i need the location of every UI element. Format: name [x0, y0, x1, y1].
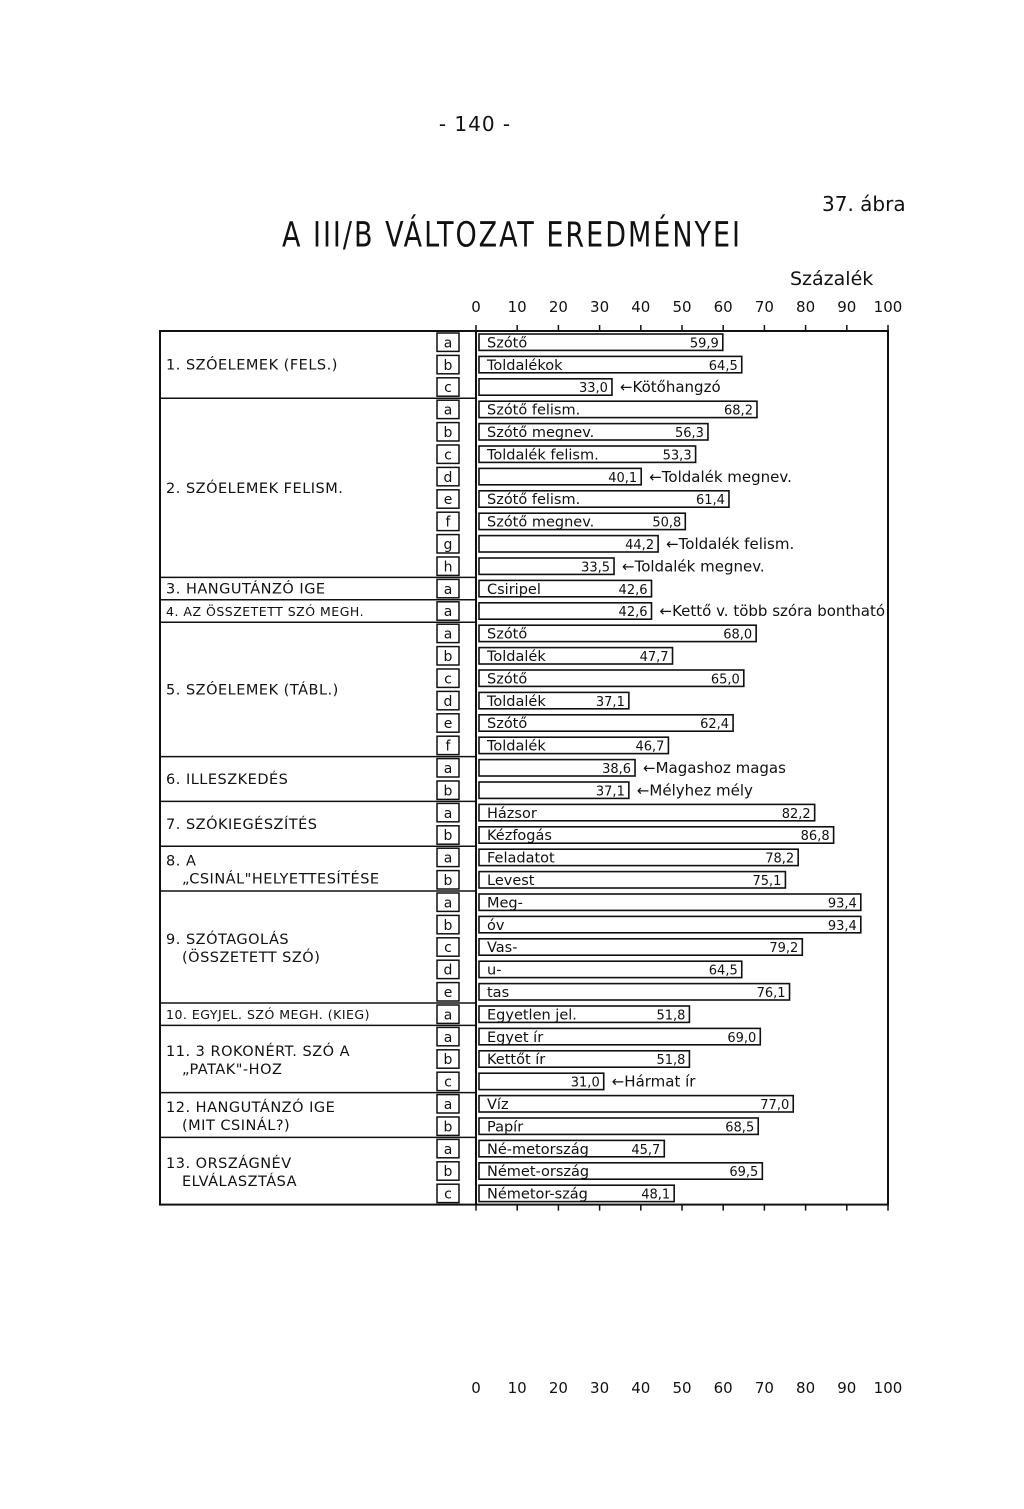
row-letter: d: [443, 469, 453, 486]
bar-value-label: 44,2: [625, 538, 655, 553]
x-tick-label-top: 70: [754, 298, 774, 316]
row-letter: c: [444, 671, 452, 688]
row-letter: e: [443, 716, 453, 733]
bar-name-label: Csiripel: [487, 581, 541, 598]
bar-value-label: 51,8: [656, 1053, 686, 1069]
bar-name-label: Toldalék felism.: [487, 447, 599, 464]
row-letter: f: [445, 514, 451, 531]
row-letter: b: [443, 1164, 453, 1181]
x-tick-label-bottom: 40: [631, 1379, 651, 1397]
bar-name-label: Németor-szág: [487, 1186, 588, 1203]
bar-name-label: Papír: [487, 1119, 524, 1136]
group-label: 2. SZÓELEMEK FELISM.: [166, 480, 344, 497]
group-label: 13. ORSZÁGNÉV: [166, 1156, 292, 1172]
row-letter: a: [443, 581, 453, 598]
group-label: 4. AZ ÖSSZETETT SZÓ MEGH.: [166, 604, 365, 619]
bar-value-label: 37,1: [595, 694, 625, 710]
x-tick-label-top: 20: [548, 298, 568, 316]
bar-name-label: óv: [487, 917, 505, 934]
row-letter: b: [443, 828, 453, 845]
x-tick-label-bottom: 100: [873, 1379, 903, 1397]
group-label: 1. SZÓELEMEK (FELS.): [166, 357, 338, 374]
x-tick-label-top: 50: [672, 298, 692, 316]
bar-name-label: tas: [487, 985, 510, 1001]
bar-value-label: 86,8: [800, 829, 830, 845]
row-letter: a: [443, 402, 453, 419]
bar-value-label: 59,9: [689, 336, 719, 352]
x-tick-label-bottom: 10: [507, 1379, 527, 1397]
row-letter: c: [444, 1074, 452, 1091]
row-letter: a: [443, 895, 453, 912]
group-label: (MIT CSINÁL?): [182, 1118, 291, 1134]
bar-value-label: 37,1: [595, 784, 625, 800]
row-letter: g: [443, 537, 453, 553]
bar-name-label: Szótő megnev.: [487, 425, 595, 441]
row-letter: a: [443, 805, 453, 822]
chart-title: A III/B VÁLTOZAT EREDMÉNYEI: [282, 215, 742, 256]
bar-name-label: Egyet ír: [487, 1029, 544, 1046]
bar-value-label: 75,1: [752, 874, 782, 889]
bar-name-label: Né-metország: [487, 1141, 589, 1158]
bar: [479, 894, 861, 910]
bar-value-label: 93,4: [827, 918, 857, 934]
bar-name-label: Szótő: [487, 671, 528, 688]
group-label: 7. SZÓKIEGÉSZÍTÉS: [166, 816, 318, 833]
bar-name-label: Toldalék: [487, 693, 546, 710]
row-letter: d: [443, 962, 453, 979]
bar-name-label: Meg-: [487, 895, 523, 912]
bar-value-label: 56,3: [675, 426, 704, 441]
group-label: ELVÁLASZTÁSA: [182, 1174, 298, 1190]
x-tick-label-top: 0: [471, 298, 481, 316]
bar-value-label: 64,5: [708, 963, 738, 979]
row-letter: a: [443, 1141, 453, 1158]
row-letter: a: [443, 1029, 453, 1046]
bar: [479, 1096, 793, 1112]
row-letter: a: [443, 761, 453, 777]
group-label: 6. ILLESZKEDÉS: [166, 772, 289, 788]
row-letter: b: [443, 425, 453, 441]
bar-name-label: Szótő felism.: [487, 402, 581, 419]
bar: [479, 961, 742, 977]
bar: [479, 984, 790, 1000]
row-letter: h: [443, 559, 453, 576]
x-tick-label-bottom: 30: [590, 1379, 610, 1397]
bar-value-label: 82,2: [781, 806, 811, 822]
bar-name-label: Vas-: [487, 940, 518, 957]
bar-name-label: Kézfogás: [487, 828, 552, 845]
x-tick-label-bottom: 20: [548, 1379, 568, 1397]
bar-name-label: Feladatot: [487, 850, 555, 867]
group-label: 12. HANGUTÁNZÓ IGE: [166, 1100, 336, 1116]
x-tick-label-top: 40: [631, 298, 651, 316]
bar-name-label: ←Magashoz magas: [643, 759, 786, 777]
group-label: 8. A: [166, 853, 197, 870]
bar-value-label: 50,8: [652, 515, 682, 531]
bar-name-label: ←Mélyhez mély: [636, 781, 753, 800]
bar-value-label: 69,5: [729, 1165, 759, 1181]
bar-name-label: Szótő: [487, 335, 528, 352]
group-label: 10. EGYJEL. SZÓ MEGH. (KIEG): [166, 1007, 370, 1023]
x-tick-label-bottom: 50: [672, 1379, 692, 1397]
bar-name-label: Szótő: [487, 716, 528, 733]
bar-value-label: 53,3: [662, 448, 692, 464]
row-letter: b: [443, 873, 453, 889]
bar-value-label: 65,0: [710, 672, 740, 688]
row-letter: a: [443, 626, 453, 643]
bar-name-label: Szótő megnev.: [487, 514, 595, 531]
x-tick-label-bottom: 0: [471, 1379, 481, 1397]
group-label: 5. SZÓELEMEK (TÁBL.): [166, 682, 339, 699]
x-tick-label-top: 10: [507, 298, 527, 316]
bar-name-label: ←Toldalék felism.: [666, 535, 795, 553]
x-tick-label-top: 60: [713, 298, 733, 316]
bar-value-label: 31,0: [570, 1075, 600, 1091]
bar-name-label: Toldalék: [487, 738, 546, 755]
bar-value-label: 51,8: [656, 1008, 686, 1024]
row-letter: a: [443, 335, 453, 352]
row-letter: a: [443, 604, 453, 621]
bar-value-label: 79,2: [769, 941, 799, 957]
bar-name-label: u-: [487, 962, 502, 979]
bar: [479, 939, 802, 955]
x-tick-label-bottom: 60: [713, 1379, 733, 1397]
figure-label: 37. ábra: [822, 192, 906, 216]
bar-value-label: 48,1: [641, 1187, 671, 1203]
bar-value-label: 47,7: [639, 650, 669, 665]
group-label: (ÖSSZETETT SZÓ): [182, 950, 321, 966]
bar-value-label: 40,1: [608, 470, 638, 486]
bar-name-label: Kettőt ír: [487, 1052, 546, 1069]
bar-name-label: Német-ország: [487, 1164, 590, 1181]
bar-value-label: 33,0: [579, 381, 608, 397]
row-letter: e: [443, 985, 453, 1001]
row-letter: b: [443, 783, 453, 800]
bar-value-label: 42,6: [618, 605, 648, 621]
bar-value-label: 61,4: [696, 493, 725, 509]
bar-name-label: Szótő felism.: [487, 492, 581, 509]
row-letter: c: [444, 940, 452, 957]
row-letter: b: [443, 357, 453, 374]
bar-name-label: Szótő: [487, 626, 528, 643]
row-letter: b: [443, 649, 453, 665]
bar-value-label: 46,7: [635, 739, 665, 755]
unit-label: Százalék: [790, 268, 874, 290]
row-letter: c: [444, 1186, 452, 1203]
bar-value-label: 64,5: [708, 358, 738, 374]
bar-value-label: 62,4: [700, 717, 730, 733]
bar-value-label: 69,0: [727, 1030, 757, 1046]
bar-name-label: Toldalékok: [487, 357, 563, 374]
group-label: „PATAK"-HOZ: [182, 1062, 283, 1078]
bar: [479, 916, 861, 932]
row-letter: c: [444, 447, 452, 464]
bar-name-label: Toldalék: [487, 649, 546, 665]
bar-name-label: Víz: [487, 1097, 509, 1113]
row-letter: a: [443, 1007, 453, 1024]
bar-value-label: 78,2: [765, 851, 795, 867]
row-letter: b: [443, 917, 453, 934]
page-number: - 140 -: [438, 112, 512, 136]
bar-name-label: Levest: [487, 873, 535, 889]
bar-value-label: 68,0: [723, 627, 753, 643]
bar-name-label: ←Hármat ír: [611, 1072, 696, 1091]
bar-name-label: ←Kettő v. több szóra bontható: [659, 602, 886, 621]
bar-value-label: 45,7: [631, 1142, 661, 1158]
bar-value-label: 38,6: [602, 762, 632, 777]
x-tick-label-bottom: 80: [796, 1379, 816, 1397]
x-tick-label-top: 90: [837, 298, 857, 316]
x-tick-label-top: 100: [873, 298, 903, 316]
bar-name-label: ←Toldalék megnev.: [649, 467, 792, 486]
bar-name-label: ←Toldalék megnev.: [622, 557, 765, 576]
bar-value-label: 68,2: [724, 403, 753, 419]
row-letter: d: [443, 693, 453, 710]
bar-value-label: 42,6: [618, 582, 648, 598]
x-tick-label-bottom: 70: [754, 1379, 774, 1397]
group-label: 11. 3 ROKONÉRT. SZÓ A: [166, 1044, 351, 1060]
bar-name-label: Házsor: [487, 805, 537, 822]
bar-name-label: Egyetlen jel.: [487, 1007, 577, 1024]
x-tick-label-top: 80: [796, 298, 816, 316]
row-letter: f: [445, 738, 451, 755]
x-tick-label-bottom: 90: [837, 1379, 857, 1397]
row-letter: a: [443, 850, 453, 867]
group-label: „CSINÁL"HELYETTESÍTÉSE: [182, 871, 380, 888]
bar-value-label: 77,0: [760, 1098, 790, 1113]
row-letter: e: [443, 492, 453, 509]
bar-value-label: 68,5: [725, 1120, 755, 1136]
row-letter: a: [443, 1097, 453, 1113]
x-tick-label-top: 30: [590, 298, 610, 316]
group-label: 3. HANGUTÁNZÓ IGE: [166, 581, 326, 598]
bar-value-label: 93,4: [827, 896, 857, 912]
bar-value-label: 33,5: [581, 560, 611, 576]
group-label: 9. SZÓTAGOLÁS: [166, 932, 290, 948]
row-letter: b: [443, 1052, 453, 1069]
bar-value-label: 76,1: [756, 986, 786, 1001]
row-letter: c: [444, 380, 452, 397]
bar-name-label: ←Kötőhangzó: [619, 378, 721, 397]
row-letter: b: [443, 1119, 453, 1136]
